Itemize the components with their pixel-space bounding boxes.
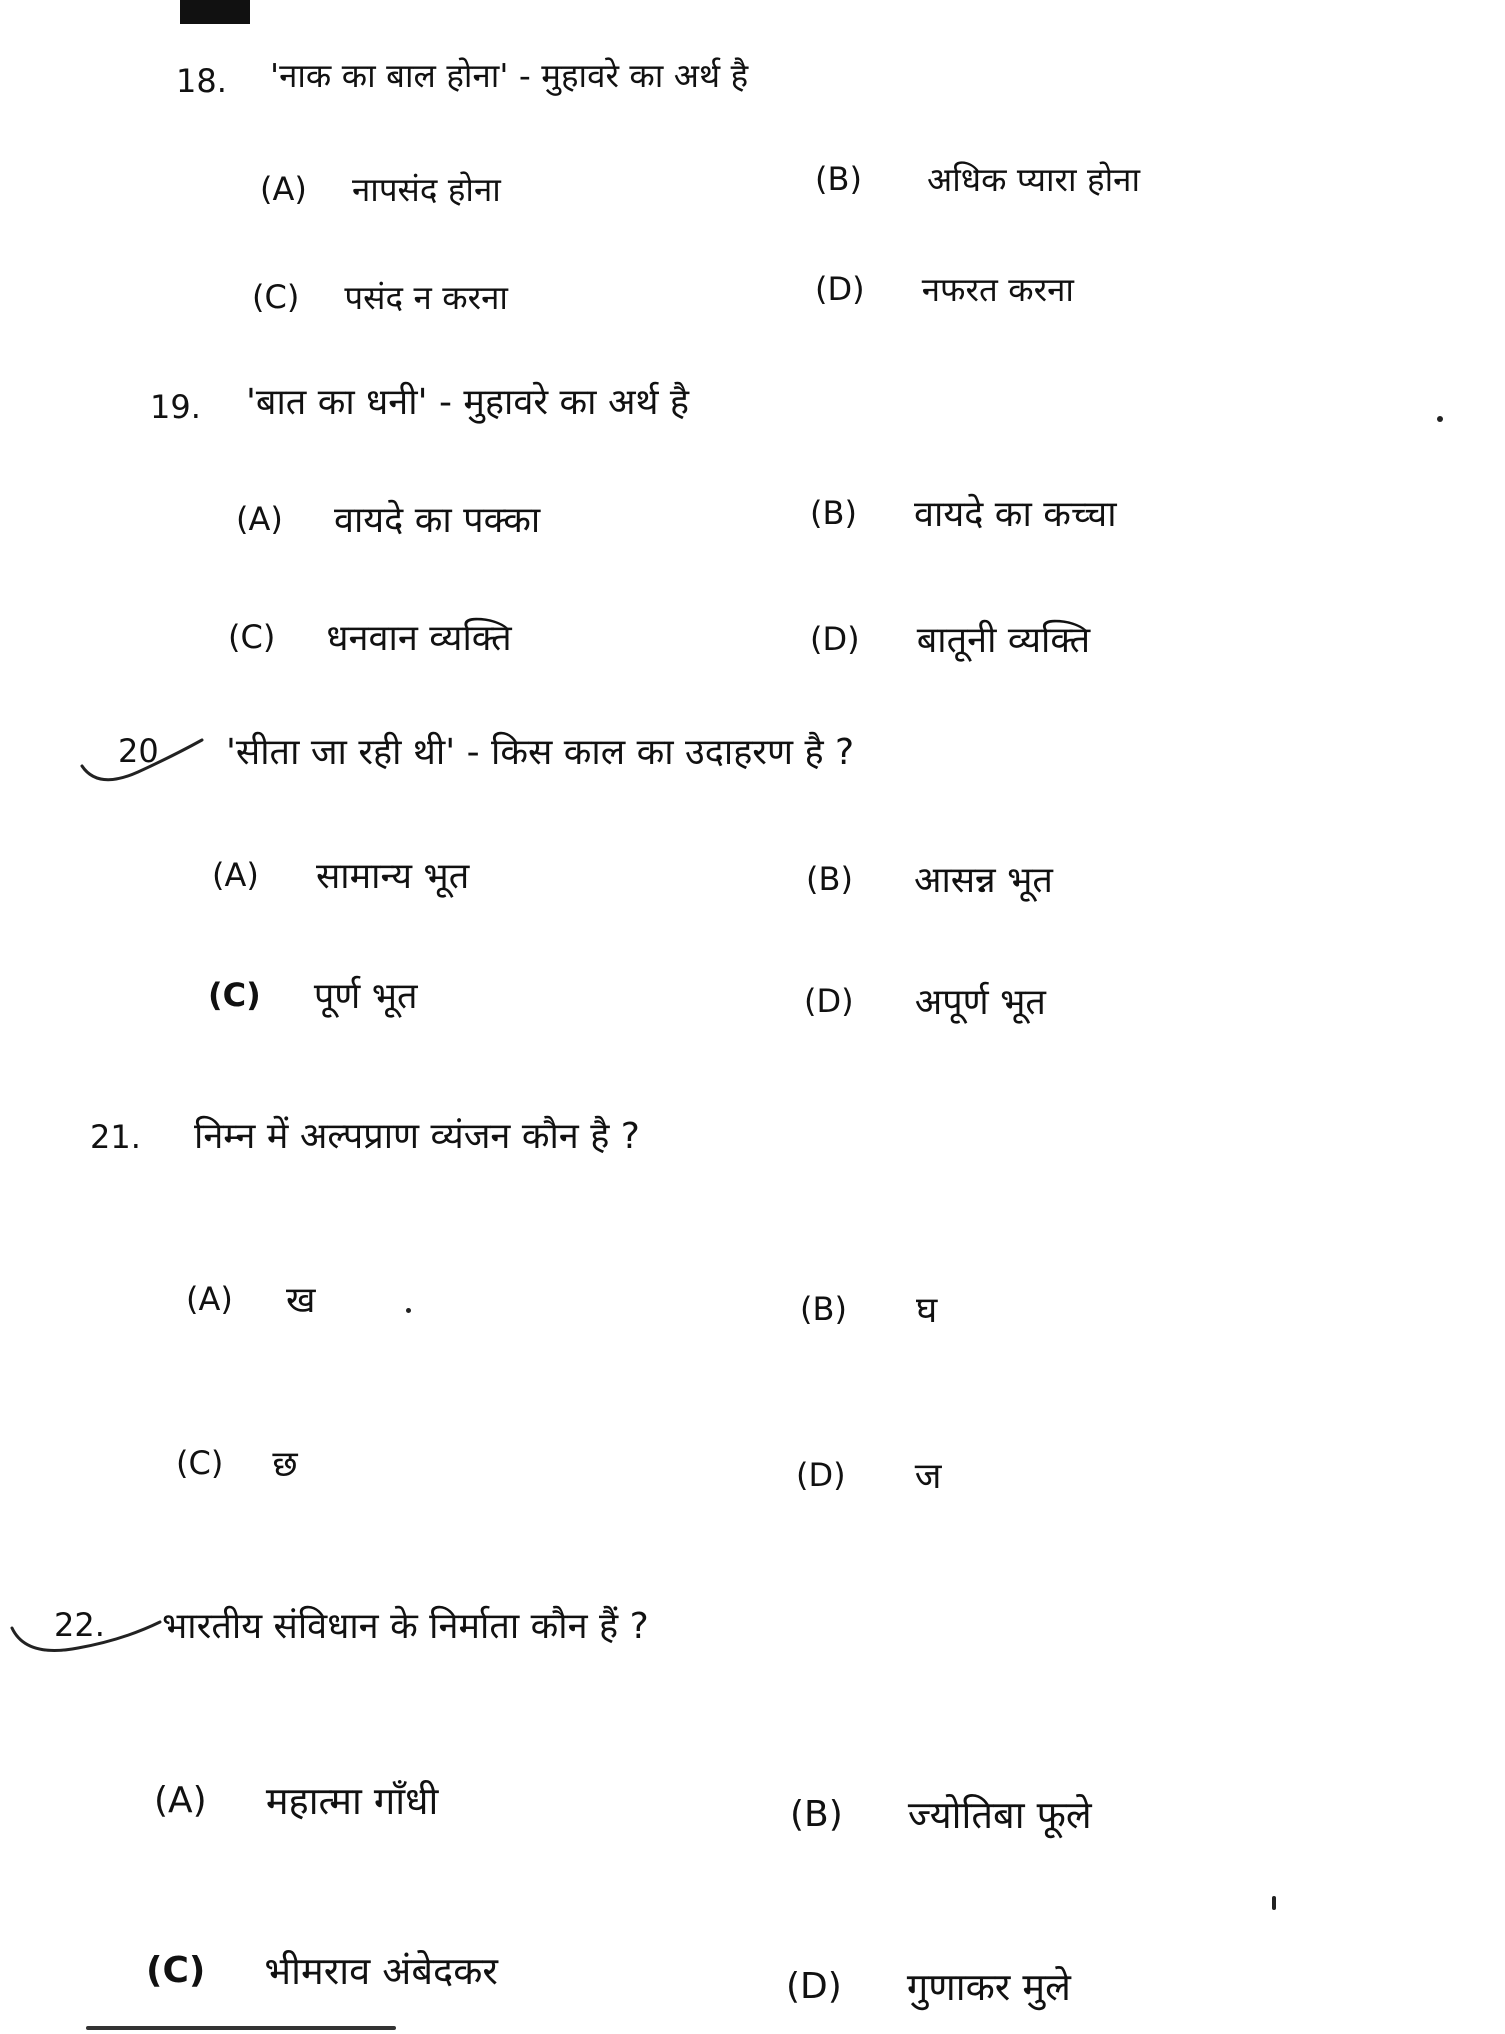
option-label: (C) — [176, 1443, 224, 1482]
option-a[interactable] — [236, 494, 540, 543]
option-text: गुणाकर मुले — [906, 1965, 1071, 2009]
option-b[interactable] — [790, 1788, 1092, 1840]
option-label: (A) — [260, 169, 307, 208]
option-b[interactable] — [800, 1284, 937, 1333]
option-text: बातूनी व्यक्ति — [916, 620, 1091, 661]
option-a[interactable] — [154, 1774, 438, 1826]
option-text: नफरत करना — [921, 270, 1074, 309]
option-label: (D) — [815, 269, 865, 308]
option-label: (C) — [228, 617, 276, 656]
option-text: आसन्न भूत — [914, 860, 1053, 901]
option-label: (D) — [786, 1965, 842, 2007]
option-text: महात्मा गाँधी — [265, 1779, 439, 1823]
option-b[interactable] — [806, 854, 1053, 903]
option-c[interactable] — [252, 274, 508, 319]
scan-speck — [1437, 416, 1443, 422]
option-label: (C) — [146, 1949, 206, 1991]
option-label: (A) — [186, 1279, 233, 1318]
option-text: वायदे का पक्का — [333, 500, 541, 541]
bottom-underline — [86, 2026, 396, 2030]
question-number: 21. — [90, 1118, 141, 1156]
option-label: (C) — [208, 975, 261, 1014]
option-label: (D) — [810, 619, 860, 658]
option-text: अपूर्ण भूत — [914, 982, 1046, 1023]
option-label: (B) — [810, 493, 857, 532]
page-number-tab — [180, 0, 250, 24]
question-text: 'नाक का बाल होना' - मुहावरे का अर्थ है — [270, 56, 749, 95]
option-label: (A) — [236, 499, 283, 538]
option-text: पसंद न करना — [344, 278, 508, 317]
question-text: भारतीय संविधान के निर्माता कौन हैं ? — [162, 1606, 649, 1647]
option-d[interactable] — [810, 614, 1090, 663]
option-d[interactable] — [796, 1450, 941, 1499]
option-a[interactable] — [260, 166, 501, 211]
option-text: अधिक प्यारा होना — [927, 160, 1140, 199]
option-text: ख — [285, 1280, 316, 1321]
option-label: (A) — [212, 855, 259, 894]
option-c[interactable] — [146, 1944, 498, 1996]
question-number: 19. — [150, 388, 201, 426]
option-text: घ — [916, 1290, 938, 1331]
option-label: (C) — [252, 277, 300, 316]
option-label: (B) — [815, 159, 862, 198]
option-text: नापसंद होना — [351, 170, 501, 209]
option-label: (D) — [804, 981, 854, 1020]
option-c[interactable] — [208, 970, 418, 1019]
option-label: (B) — [800, 1289, 847, 1328]
option-text: छ — [272, 1444, 298, 1485]
option-text: धनवान व्यक्ति — [326, 618, 512, 659]
option-b[interactable] — [815, 156, 1140, 201]
option-label: (B) — [790, 1793, 843, 1835]
option-c[interactable] — [176, 1438, 298, 1487]
option-label: (D) — [796, 1455, 846, 1494]
option-label: (B) — [806, 859, 853, 898]
option-a[interactable] — [186, 1274, 315, 1323]
option-text: पूर्ण भूत — [313, 976, 418, 1017]
question-text: 'सीता जा रही थी' - किस काल का उदाहरण है ? — [226, 732, 855, 773]
scan-speck — [406, 1308, 411, 1313]
option-text: ज्योतिबा फूले — [907, 1793, 1092, 1837]
option-text: वायदे का कच्चा — [914, 494, 1117, 535]
option-b[interactable] — [810, 488, 1117, 537]
question-text: 'बात का धनी' - मुहावरे का अर्थ है — [246, 382, 690, 423]
option-a[interactable] — [212, 850, 469, 899]
option-text: ज — [914, 1456, 942, 1497]
question-text: निम्न में अल्पप्राण व्यंजन कौन है ? — [194, 1116, 640, 1157]
question-number: 22. — [54, 1606, 105, 1644]
option-d[interactable] — [815, 266, 1074, 311]
option-text: भीमराव अंबेदकर — [264, 1949, 498, 1993]
option-text: सामान्य भूत — [315, 856, 470, 897]
option-label: (A) — [154, 1779, 207, 1821]
question-number: 20 — [118, 732, 159, 770]
option-d[interactable] — [786, 1960, 1071, 2012]
option-d[interactable] — [804, 976, 1046, 1025]
option-c[interactable] — [228, 612, 512, 661]
question-number: 18. — [176, 62, 227, 100]
scan-speck — [1272, 1896, 1276, 1910]
